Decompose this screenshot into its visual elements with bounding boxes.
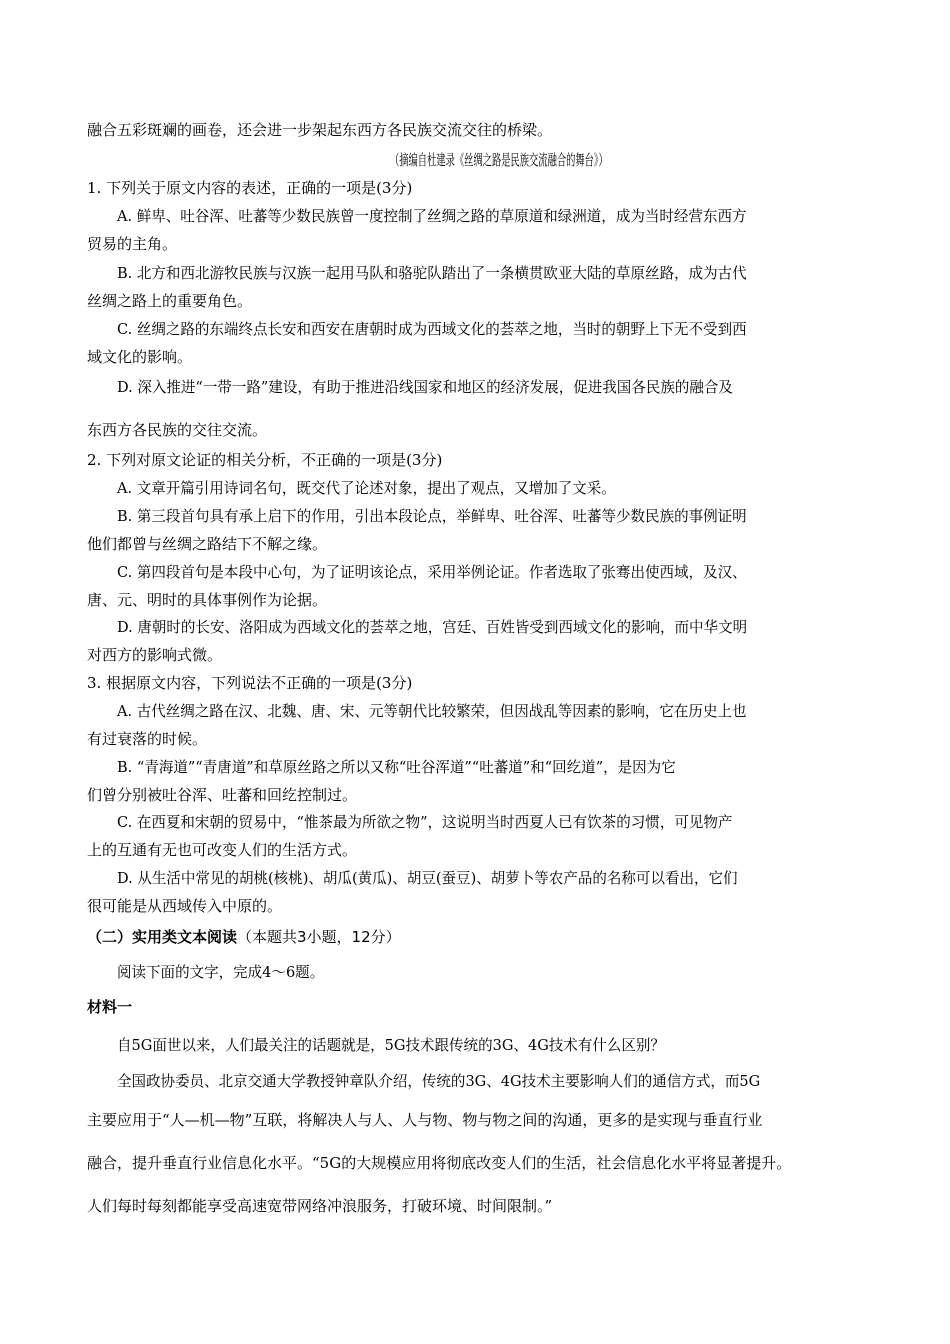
question-2-stem: 2. 下列对原文论证的相关分析，不正确的一项是(3分) bbox=[87, 451, 443, 469]
question-2-option-c: C. 第四段首句是本段中心句，为了证明该论点，采用举例论证。作者选取了张骞出使西域，及汉、 bbox=[117, 563, 747, 581]
question-3-option-b: B. “青海道”“青唐道”和草原丝路之所以又称“吐谷浑道”“吐蕃道”和“回纥道”，是因为它 bbox=[117, 758, 676, 776]
question-1-option-d: D. 深入推进“一带一路”建设，有助于推进沿线国家和地区的经济发展，促进我国各民族的融合及 bbox=[117, 378, 733, 396]
question-3-option-c-cont: 上的互通有无也可改变人们的生活方式。 bbox=[87, 841, 358, 859]
question-1-option-b-cont: 丝绸之路上的重要角色。 bbox=[87, 292, 253, 310]
question-3-option-a: A. 古代丝绸之路在汉、北魏、唐、宋、元等朝代比较繁荣，但因战乱等因素的影响，它在历史上也 bbox=[117, 702, 747, 720]
paragraph-line: 人们每时每刻都能享受高速宽带网络冲浪服务，打破环境、时间限制。” bbox=[87, 1197, 553, 1215]
question-2-option-a: A. 文章开篇引用诗词名句，既交代了论述对象，提出了观点，又增加了文采。 bbox=[117, 479, 616, 497]
paragraph-line: 主要应用于“人—机—物”互联，将解决人与人、人与物、物与物之间的沟通，更多的是实现与垂直行业 bbox=[87, 1111, 763, 1129]
reading-instruction: 阅读下面的文字，完成4～6题。 bbox=[117, 963, 325, 981]
question-2-option-d-cont: 对西方的影响式微。 bbox=[87, 646, 223, 664]
section-heading-title: （二）实用类文本阅读 bbox=[87, 928, 238, 946]
question-3-option-c: C. 在西夏和宋朝的贸易中，“惟茶最为所欲之物”，这说明当时西夏人已有饮茶的习惯，可见物产 bbox=[117, 813, 733, 831]
question-1-stem: 1. 下列关于原文内容的表述，正确的一项是(3分) bbox=[87, 179, 413, 197]
question-1-option-a-cont: 贸易的主角。 bbox=[87, 235, 178, 253]
question-3-option-d: D. 从生活中常见的胡桃(核桃)、胡瓜(黄瓜)、胡豆(蚕豆)、胡萝卜等农产品的名称可以看出，它们 bbox=[117, 869, 738, 887]
question-2-option-c-cont: 唐、元、明时的具体事例作为论据。 bbox=[87, 591, 328, 609]
paragraph-line: 自5G面世以来，人们最关注的话题就是，5G技术跟传统的3G、4G技术有什么区别？ bbox=[117, 1036, 665, 1054]
question-1-option-b: B. 北方和西北游牧民族与汉族一起用马队和骆驼队踏出了一条横贯欧亚大陆的草原丝路，成为古代 bbox=[117, 264, 747, 282]
question-3-option-d-cont: 很可能是从西域传入中原的。 bbox=[87, 897, 283, 915]
section-heading-note: （本题共3小题，12分） bbox=[237, 928, 401, 946]
material-heading: 材料一 bbox=[87, 998, 133, 1016]
source-citation: （摘编自杜建录《丝绸之路是民族交流融合的舞台》） bbox=[390, 151, 608, 169]
question-1-option-c: C. 丝绸之路的东端终点长安和西安在唐朝时成为西域文化的荟萃之地，当时的朝野上下无不受到西 bbox=[117, 320, 747, 338]
paragraph-line: 全国政协委员、北京交通大学教授钟章队介绍，传统的3G、4G技术主要影响人们的通信方式，而5G bbox=[117, 1072, 761, 1090]
question-1-option-a: A. 鲜卑、吐谷浑、吐蕃等少数民族曾一度控制了丝绸之路的草原道和绿洲道，成为当时经营东西方 bbox=[117, 207, 747, 225]
paragraph-line: 融合五彩斑斓的画卷，还会进一步架起东西方各民族交流交往的桥梁。 bbox=[87, 121, 553, 139]
question-3-option-b-cont: 们曾分别被吐谷浑、吐蕃和回纥控制过。 bbox=[87, 786, 358, 804]
paragraph-line: 融合，提升垂直行业信息化水平。“5G的大规模应用将彻底改变人们的生活，社会信息化水平将显著提升。 bbox=[87, 1154, 792, 1172]
section-heading bbox=[87, 927, 867, 947]
question-2-option-b: B. 第三段首句具有承上启下的作用，引出本段论点，举鲜卑、吐谷浑、吐蕃等少数民族的事例证明 bbox=[117, 507, 747, 525]
question-1-option-d-cont: 东西方各民族的交往交流。 bbox=[87, 421, 268, 439]
question-3-stem: 3. 根据原文内容，下列说法不正确的一项是(3分) bbox=[87, 674, 413, 692]
question-1-option-c-cont: 域文化的影响。 bbox=[87, 348, 193, 366]
question-2-option-d: D. 唐朝时的长安、洛阳成为西域文化的荟萃之地，宫廷、百姓皆受到西域文化的影响，而中华文明 bbox=[117, 618, 748, 636]
question-3-option-a-cont: 有过衰落的时候。 bbox=[87, 730, 208, 748]
question-2-option-b-cont: 他们都曾与丝绸之路结下不解之缘。 bbox=[87, 535, 328, 553]
